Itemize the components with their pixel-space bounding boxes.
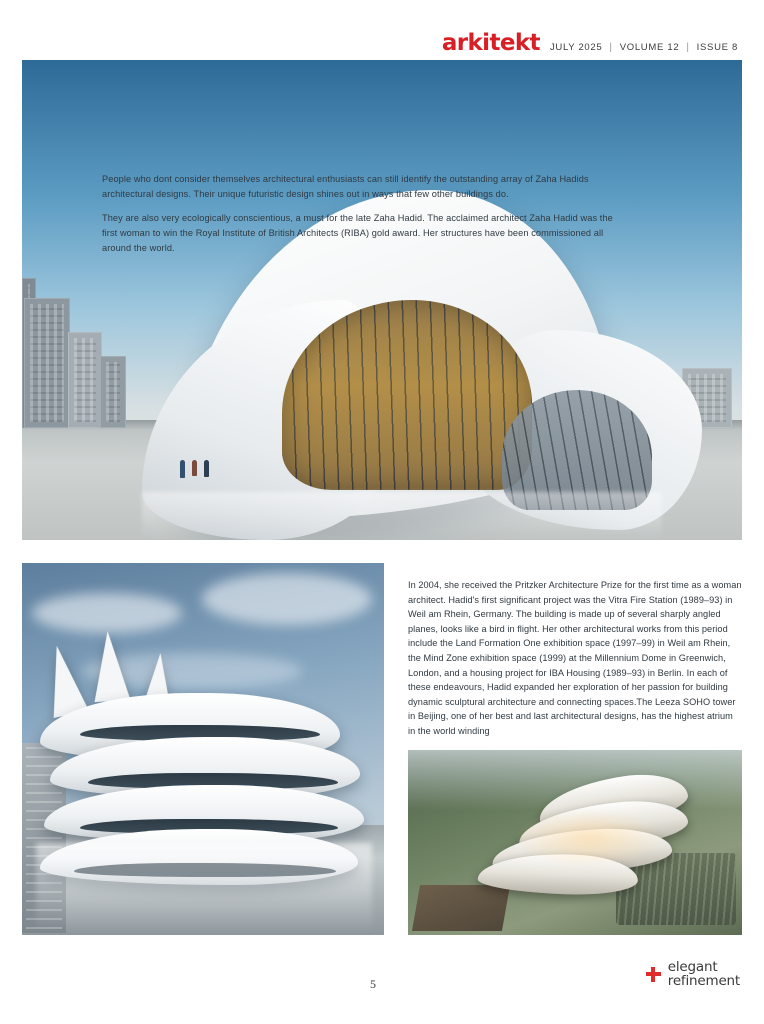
issue-info xyxy=(550,42,738,55)
intro-text xyxy=(102,172,622,256)
masthead xyxy=(442,30,738,56)
pedestrians xyxy=(180,460,220,486)
cloud xyxy=(202,573,372,625)
window-grid xyxy=(30,304,64,422)
issue-volume: VOLUME 12 xyxy=(619,42,680,53)
lower-right-image xyxy=(408,750,742,935)
separator-2: | xyxy=(686,42,690,53)
ground-reflection xyxy=(142,492,662,540)
lower-left-image xyxy=(22,563,384,935)
footer-logo-line-1: elegant xyxy=(667,959,718,975)
cloud xyxy=(32,593,182,633)
skyline-block xyxy=(68,332,102,428)
person-figure xyxy=(180,460,185,478)
roof-spike xyxy=(90,630,131,702)
footer-logo-text xyxy=(668,960,740,988)
page-number: 5 xyxy=(370,977,376,991)
skyline-block xyxy=(100,356,126,428)
footer-logo xyxy=(646,960,740,988)
footer-logo-line-2: refinement xyxy=(667,973,740,989)
window-grid xyxy=(74,338,96,422)
atrium-glow xyxy=(514,808,664,868)
body-column xyxy=(408,578,742,739)
leeza-soho-tower xyxy=(478,778,698,898)
person-figure xyxy=(204,460,209,477)
water-reflection xyxy=(36,843,372,929)
window-grid xyxy=(106,362,120,422)
intro-paragraph-1: People who dont consider themselves architectural enthusiasts can still identify the outstanding array of Zaha Hadids architectural designs. Their unique futuristic design shines out in ways that few other buildings do. xyxy=(102,174,589,199)
separator-1: | xyxy=(609,42,613,53)
body-paragraph: In 2004, she received the Pritzker Architecture Prize for the first time as a woman architect. Hadid's first significant project was the Vitra Fire Station (1989–93) in Weil am Rhein, Germany. The building is made up of several sharply angled planes, looks like a bird in flight. Her other architectural works from this period include the Land Formation One exhibition space (1997–99) in Weil am Rhein, the Mind Zone exhibition space (1999) at the Millennium Dome in Greenwich, London, and a housing project for IBA Housing (1989–93) in Berlin. In each of these endeavours, Hadid expanded her exploration of her passion for building dynamic sculptural architecture and connecting spaces.The Leeza SOHO tower in Beijing, one of her best and last architectural designs, has the highest atrium in the world winding xyxy=(408,580,742,736)
person-figure xyxy=(192,460,197,476)
red-cross-icon xyxy=(646,967,661,982)
intro-paragraph-2: They are also very ecologically conscientious, a must for the late Zaha Hadid. The acclaimed architect Zaha Hadid was the first woman to win the Royal Institute of British Architects (RIBA) gold award. Her structures have been commissioned all around the world. xyxy=(102,213,613,253)
issue-date: JULY 2025 xyxy=(549,42,603,53)
hero-image xyxy=(22,60,742,540)
brand-logo: arkitekt xyxy=(441,30,540,56)
issue-number: ISSUE 8 xyxy=(696,42,738,53)
skyline-block xyxy=(24,298,70,428)
